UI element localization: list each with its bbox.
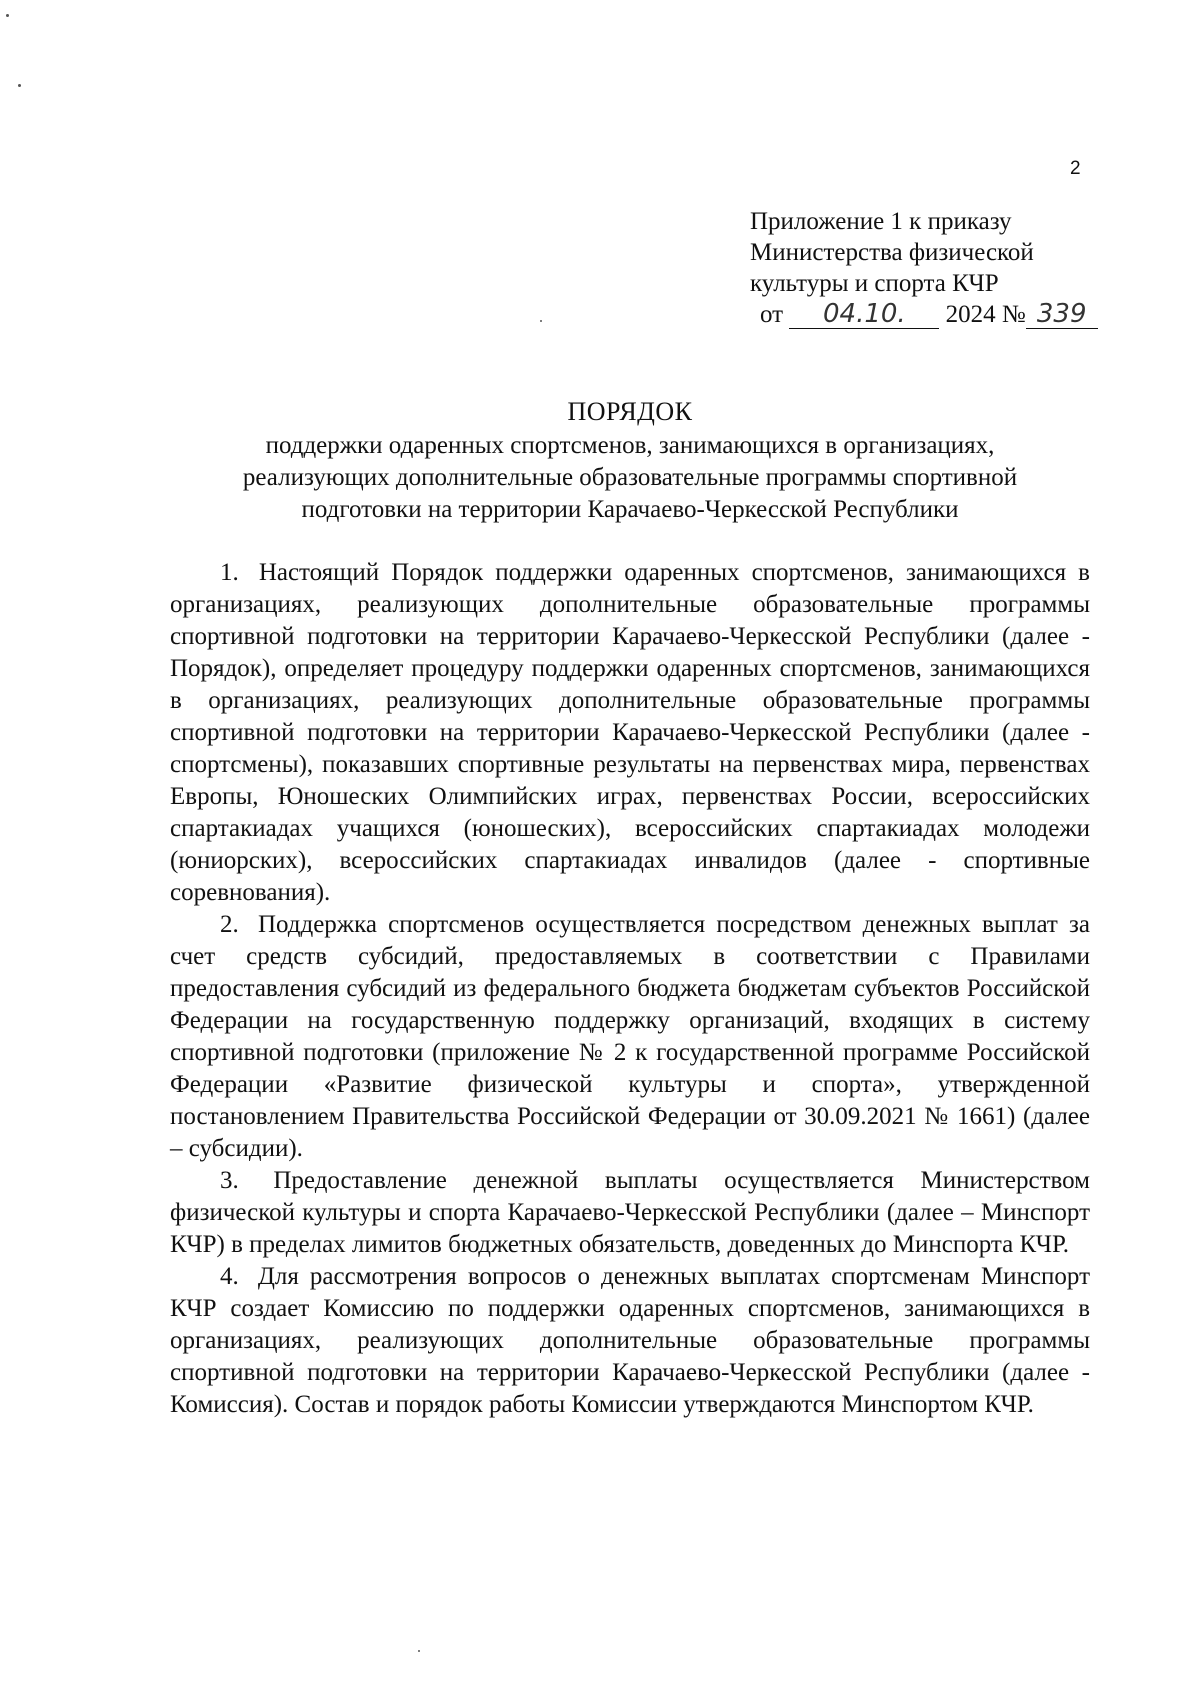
paragraph-4 <box>170 1261 1090 1421</box>
approval-line-2: Министерства физической <box>750 239 1034 266</box>
paragraph-text: Предоставление денежной выплаты осуществляется Министерством физической культуры и спорта Карачаево-Черкесской Республики (далее – Минспорт КЧР) в пределах лимитов бюджетных обязательств, доведенных до Минспорта КЧР. <box>170 1167 1091 1258</box>
document-body <box>170 557 1090 1421</box>
scan-speck <box>540 320 542 322</box>
approval-line-1: Приложение 1 к приказу <box>750 208 1012 235</box>
order-date-field <box>789 300 939 329</box>
paragraph-text: Поддержка спортсменов осуществляется посредством денежных выплат за счет средств субсидий, предоставляемых в соответствии с Правилами предоставления субсидий из федерального бюджета бюджетам субъектов Российской Федерации на государственную поддержку организаций, входящих в систему спортивной подготовки (приложение № 2 к государственной программе Российской Федерации «Развитие физической культуры и спорта», утвержденной постановлением Правительства Российской Федерации от 30.09.2021 № 1661) (далее – субсидии). <box>170 911 1090 1162</box>
scan-speck <box>18 84 21 87</box>
paragraph-number: 1. <box>220 559 239 586</box>
document-title: ПОРЯДОК <box>567 397 693 426</box>
paragraph-text: Настоящий Порядок поддержки одаренных спортсменов, занимающихся в организациях, реализующих дополнительные образовательные программы спортивной подготовки на территории Карачаево-Черкесской Республики (далее - Порядок), определяет процедуру поддержки одаренных спортсменов, занимающихся в организациях, реализующих дополнительные образовательные программы спортивной подготовки на территории Карачаево-Черкесской Республики (далее - спортсмены), показавших спортивные результаты на первенствах мира, первенствах Европы, Юношеских Олимпийских играх, первенствах России, всероссийских спартакиадах учащихся (юношеских), всероссийских спартакиадах молодежи (юниорских), всероссийских спартакиадах инвалидов (далее - спортивные соревнования). <box>170 559 1090 906</box>
paragraph-number: 3. <box>220 1167 239 1194</box>
page-number: 2 <box>1070 158 1081 179</box>
order-year: 2024 <box>945 301 996 328</box>
paragraph-1 <box>170 557 1090 909</box>
order-number-field <box>1026 300 1098 329</box>
paragraph-number: 4. <box>220 1263 239 1290</box>
approval-line-3: культуры и спорта КЧР <box>750 270 999 297</box>
scan-speck <box>6 14 9 17</box>
scan-speck <box>418 1650 420 1652</box>
paragraph-text: Для рассмотрения вопросов о денежных выплатах спортсменам Минспорт КЧР создает Комиссию по поддержки одаренных спортсменов, занимающихся в организациях, реализующих дополнительные образовательные программы спортивной подготовки на территории Карачаево-Черкесской Республики (далее - Комиссия). Состав и порядок работы Комиссии утверждаются Минспортом КЧР. <box>170 1263 1090 1418</box>
subtitle-line-1: поддержки одаренных спортсменов, занимающихся в организациях, <box>265 432 995 459</box>
subtitle-line-2: реализующих дополнительные образовательные программы спортивной <box>242 464 1018 491</box>
subtitle-line-3: подготовки на территории Карачаево-Черкесской Республики <box>301 496 959 523</box>
paragraph-2 <box>170 909 1090 1165</box>
handwritten-date: 04.10. <box>823 299 906 329</box>
paragraph-3 <box>170 1165 1090 1261</box>
number-label: № <box>1001 301 1026 328</box>
from-label: от <box>760 301 784 328</box>
handwritten-number: 339 <box>1036 299 1087 329</box>
document-subtitle <box>140 430 1120 526</box>
order-date-line <box>750 299 1150 330</box>
paragraph-number: 2. <box>220 911 239 938</box>
approval-block <box>750 206 1150 330</box>
